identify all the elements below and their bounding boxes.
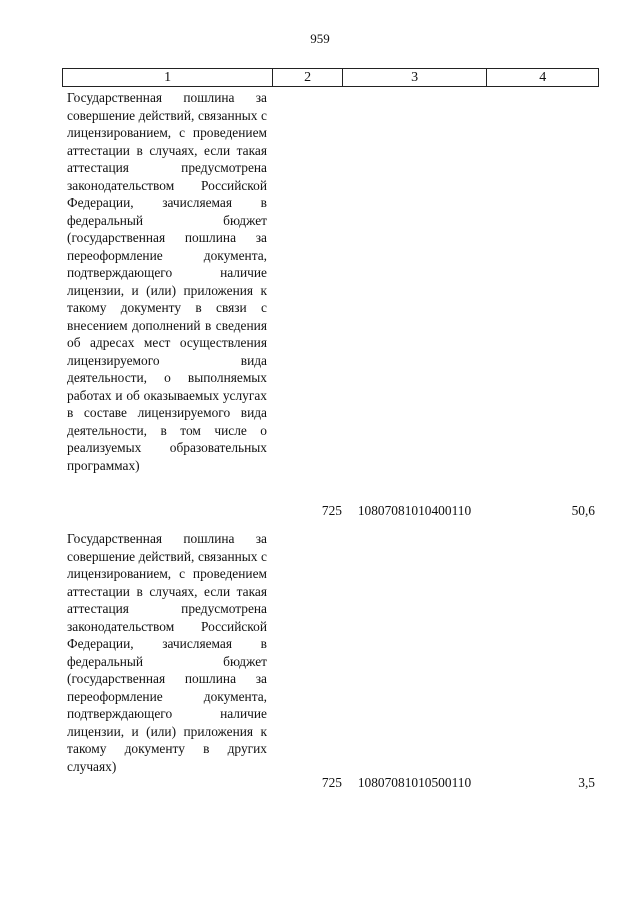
table-row	[62, 530, 599, 800]
row-kbk-code: 10807081010500110	[357, 775, 472, 790]
row-description: Государственная пошлина за совершение действий, связанных с лицензированием, с проведением аттестации в случаях, если такая аттестация предусмотрена законодательством Российской Федерации, зачисляемая в федеральный бюджет (государственная пошлина за переоформление документа, подтверждающего наличие лицензии, и (или) приложения к такому документу в связи с внесением дополнений в сведения об адресах мест осуществления лицензируемого вида деятельности, о выполняемых работах и об оказываемых услугах в составе лицензируемого вида деятельности, в том числе о реализуемых образовательных программах)	[67, 90, 267, 473]
row-amount: 50,6	[571, 503, 595, 518]
table-header-col-1: 1	[164, 69, 172, 85]
row-amount: 3,5	[578, 775, 595, 790]
row-description: Государственная пошлина за совершение действий, связанных с лицензированием, с проведением аттестации в случаях, если такая аттестация предусмотрена законодательством Российской Федерации, зачисляемая в федеральный бюджет (государственная пошлина за переоформление документа, подтверждающего наличие лицензии, и (или) приложения к такому документу в других случаях)	[67, 531, 267, 774]
table-header-col-2: 2	[272, 69, 342, 86]
table-header-col-3: 3	[342, 69, 486, 86]
table-row	[62, 89, 599, 519]
table-header-row	[62, 68, 599, 87]
row-admin-code: 725	[321, 775, 342, 790]
table-header-col-4: 4	[486, 69, 598, 86]
page-number: 959	[310, 31, 330, 46]
row-admin-code: 725	[321, 503, 342, 518]
row-kbk-code: 10807081010400110	[357, 503, 472, 518]
